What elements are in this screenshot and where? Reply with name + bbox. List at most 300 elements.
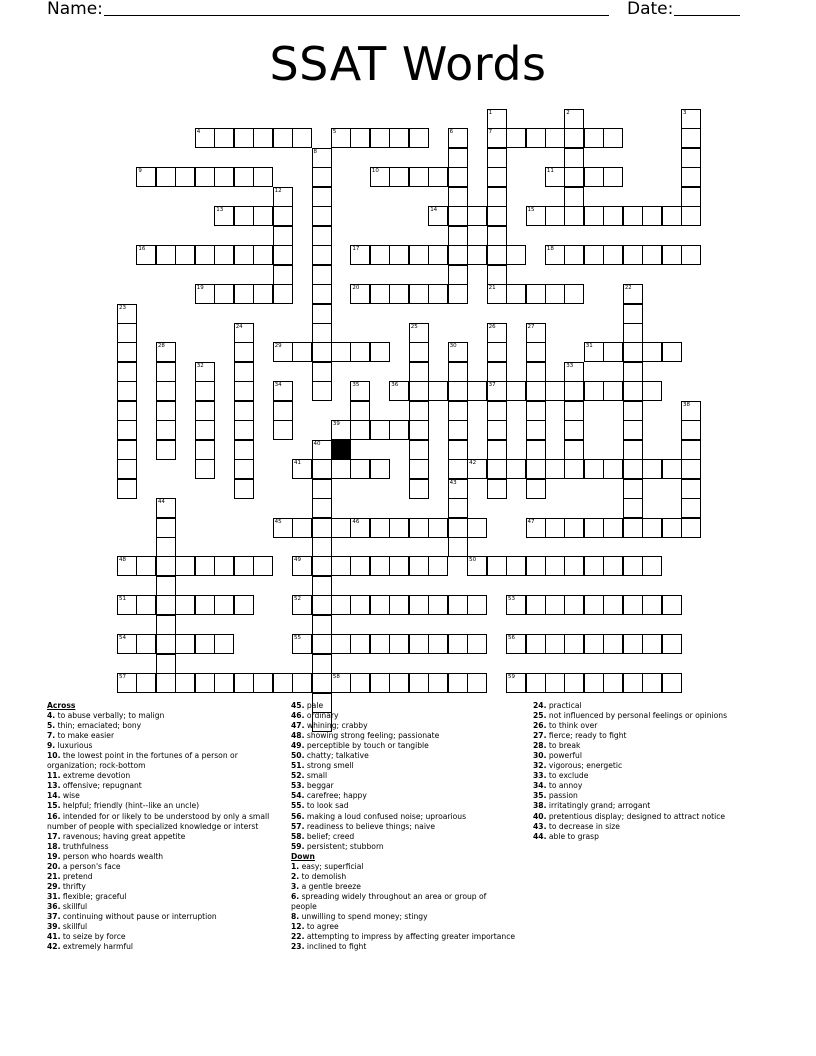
grid-cell[interactable] <box>389 284 409 304</box>
grid-cell[interactable] <box>370 595 390 615</box>
grid-cell[interactable] <box>312 226 332 246</box>
grid-cell[interactable] <box>487 479 507 499</box>
grid-cell[interactable] <box>389 245 409 265</box>
grid-cell[interactable] <box>545 634 565 654</box>
grid-cell[interactable] <box>350 401 370 421</box>
grid-cell[interactable] <box>370 459 390 479</box>
grid-cell[interactable] <box>136 556 156 576</box>
grid-cell[interactable] <box>156 167 176 187</box>
grid-cell[interactable] <box>195 459 215 479</box>
grid-cell[interactable] <box>584 518 604 538</box>
grid-cell[interactable] <box>487 323 507 343</box>
grid-cell[interactable] <box>584 673 604 693</box>
grid-cell[interactable] <box>487 265 507 285</box>
grid-cell[interactable] <box>292 556 312 576</box>
grid-cell[interactable] <box>117 304 137 324</box>
grid-cell[interactable] <box>506 673 526 693</box>
grid-cell[interactable] <box>370 245 390 265</box>
grid-cell[interactable] <box>350 673 370 693</box>
grid-cell[interactable] <box>370 420 390 440</box>
grid-cell[interactable] <box>428 245 448 265</box>
grid-cell[interactable] <box>312 634 332 654</box>
grid-cell[interactable] <box>312 615 332 635</box>
grid-cell[interactable] <box>195 381 215 401</box>
grid-cell[interactable] <box>409 518 429 538</box>
grid-cell[interactable] <box>312 323 332 343</box>
grid-cell[interactable] <box>214 556 234 576</box>
grid-cell[interactable] <box>214 284 234 304</box>
grid-cell[interactable] <box>584 128 604 148</box>
grid-cell[interactable] <box>195 167 215 187</box>
grid-cell[interactable] <box>642 634 662 654</box>
grid-cell[interactable] <box>273 206 293 226</box>
grid-cell[interactable] <box>312 167 332 187</box>
grid-cell[interactable] <box>312 556 332 576</box>
grid-cell[interactable] <box>195 362 215 382</box>
grid-cell[interactable] <box>350 245 370 265</box>
grid-cell[interactable] <box>214 206 234 226</box>
grid-cell[interactable] <box>642 595 662 615</box>
grid-cell[interactable] <box>467 673 487 693</box>
grid-cell[interactable] <box>564 518 584 538</box>
grid-cell[interactable] <box>350 284 370 304</box>
grid-cell[interactable] <box>487 284 507 304</box>
grid-cell[interactable] <box>409 381 429 401</box>
grid-cell[interactable] <box>253 673 273 693</box>
grid-cell[interactable] <box>681 401 701 421</box>
grid-cell[interactable] <box>156 556 176 576</box>
grid-cell[interactable] <box>506 381 526 401</box>
grid-cell[interactable] <box>195 673 215 693</box>
grid-cell[interactable] <box>681 420 701 440</box>
grid-cell[interactable] <box>428 518 448 538</box>
grid-cell[interactable] <box>487 401 507 421</box>
grid-cell[interactable] <box>253 206 273 226</box>
grid-cell[interactable] <box>156 440 176 460</box>
grid-cell[interactable] <box>195 440 215 460</box>
grid-cell[interactable] <box>584 381 604 401</box>
grid-cell[interactable] <box>136 245 156 265</box>
grid-cell[interactable] <box>156 673 176 693</box>
grid-cell[interactable] <box>448 362 468 382</box>
grid-cell[interactable] <box>214 245 234 265</box>
grid-cell[interactable] <box>234 401 254 421</box>
grid-cell[interactable] <box>253 167 273 187</box>
grid-cell[interactable] <box>370 673 390 693</box>
grid-cell[interactable] <box>448 595 468 615</box>
grid-cell[interactable] <box>409 284 429 304</box>
grid-cell[interactable] <box>273 245 293 265</box>
grid-cell[interactable] <box>448 206 468 226</box>
grid-cell[interactable] <box>195 128 215 148</box>
grid-cell[interactable] <box>214 673 234 693</box>
grid-cell[interactable] <box>117 556 137 576</box>
grid-cell[interactable] <box>389 381 409 401</box>
grid-cell[interactable] <box>350 420 370 440</box>
grid-cell[interactable] <box>642 459 662 479</box>
grid-cell[interactable] <box>564 595 584 615</box>
grid-cell[interactable] <box>273 420 293 440</box>
grid-cell[interactable] <box>662 673 682 693</box>
grid-cell[interactable] <box>584 245 604 265</box>
grid-cell[interactable] <box>117 634 137 654</box>
grid-cell[interactable] <box>623 518 643 538</box>
grid-cell[interactable] <box>564 206 584 226</box>
grid-cell[interactable] <box>623 284 643 304</box>
grid-cell[interactable] <box>623 304 643 324</box>
grid-cell[interactable] <box>117 342 137 362</box>
grid-cell[interactable] <box>487 206 507 226</box>
grid-cell[interactable] <box>234 206 254 226</box>
grid-cell[interactable] <box>526 342 546 362</box>
grid-cell[interactable] <box>681 206 701 226</box>
grid-cell[interactable] <box>156 576 176 596</box>
grid-cell[interactable] <box>175 595 195 615</box>
grid-cell[interactable] <box>409 459 429 479</box>
grid-cell[interactable] <box>448 401 468 421</box>
grid-cell[interactable] <box>487 556 507 576</box>
grid-cell[interactable] <box>214 634 234 654</box>
grid-cell[interactable] <box>487 459 507 479</box>
grid-cell[interactable] <box>603 206 623 226</box>
grid-cell[interactable] <box>564 673 584 693</box>
grid-cell[interactable] <box>642 245 662 265</box>
grid-cell[interactable] <box>564 420 584 440</box>
grid-cell[interactable] <box>545 673 565 693</box>
grid-cell[interactable] <box>156 420 176 440</box>
grid-cell[interactable] <box>526 556 546 576</box>
grid-cell[interactable] <box>526 206 546 226</box>
grid-cell[interactable] <box>526 634 546 654</box>
grid-cell[interactable] <box>448 284 468 304</box>
grid-cell[interactable] <box>273 265 293 285</box>
grid-cell[interactable] <box>312 362 332 382</box>
grid-cell[interactable] <box>448 342 468 362</box>
grid-cell[interactable] <box>312 479 332 499</box>
grid-cell[interactable] <box>487 128 507 148</box>
grid-cell[interactable] <box>234 323 254 343</box>
grid-cell[interactable] <box>234 128 254 148</box>
grid-cell[interactable] <box>409 673 429 693</box>
grid-cell[interactable] <box>467 381 487 401</box>
grid-cell[interactable] <box>564 634 584 654</box>
grid-cell[interactable] <box>117 381 137 401</box>
grid-cell[interactable] <box>273 381 293 401</box>
grid-cell[interactable] <box>526 440 546 460</box>
grid-cell[interactable] <box>331 518 351 538</box>
grid-cell[interactable] <box>526 381 546 401</box>
grid-cell[interactable] <box>253 284 273 304</box>
grid-cell[interactable] <box>331 673 351 693</box>
grid-cell[interactable] <box>214 128 234 148</box>
grid-cell[interactable] <box>448 420 468 440</box>
grid-cell[interactable] <box>409 245 429 265</box>
grid-cell[interactable] <box>603 556 623 576</box>
grid-cell[interactable] <box>156 401 176 421</box>
grid-cell[interactable] <box>389 634 409 654</box>
grid-cell[interactable] <box>234 556 254 576</box>
grid-cell[interactable] <box>428 167 448 187</box>
grid-cell[interactable] <box>506 595 526 615</box>
grid-cell[interactable] <box>603 634 623 654</box>
grid-cell[interactable] <box>487 109 507 129</box>
grid-cell[interactable] <box>409 342 429 362</box>
grid-cell[interactable] <box>428 673 448 693</box>
grid-cell[interactable] <box>175 167 195 187</box>
grid-cell[interactable] <box>428 381 448 401</box>
grid-cell[interactable] <box>623 342 643 362</box>
grid-cell[interactable] <box>253 128 273 148</box>
grid-cell[interactable] <box>584 206 604 226</box>
grid-cell[interactable] <box>487 381 507 401</box>
grid-cell[interactable] <box>409 479 429 499</box>
grid-cell[interactable] <box>156 634 176 654</box>
grid-cell[interactable] <box>350 459 370 479</box>
grid-cell[interactable] <box>603 595 623 615</box>
grid-cell[interactable] <box>136 634 156 654</box>
grid-cell[interactable] <box>292 518 312 538</box>
grid-cell[interactable] <box>273 128 293 148</box>
grid-cell[interactable] <box>312 537 332 557</box>
grid-cell[interactable] <box>389 518 409 538</box>
grid-cell[interactable] <box>273 673 293 693</box>
grid-cell[interactable] <box>448 673 468 693</box>
grid-cell[interactable] <box>448 128 468 148</box>
grid-cell[interactable] <box>526 128 546 148</box>
grid-cell[interactable] <box>603 245 623 265</box>
grid-cell[interactable] <box>156 518 176 538</box>
grid-cell[interactable] <box>195 401 215 421</box>
grid-cell[interactable] <box>428 556 448 576</box>
grid-cell[interactable] <box>292 459 312 479</box>
grid-cell[interactable] <box>234 673 254 693</box>
grid-cell[interactable] <box>564 381 584 401</box>
grid-cell[interactable] <box>487 245 507 265</box>
grid-cell[interactable] <box>564 459 584 479</box>
grid-cell[interactable] <box>312 459 332 479</box>
grid-cell[interactable] <box>448 440 468 460</box>
grid-cell[interactable] <box>506 459 526 479</box>
grid-cell[interactable] <box>526 362 546 382</box>
grid-cell[interactable] <box>487 148 507 168</box>
grid-cell[interactable] <box>564 109 584 129</box>
grid-cell[interactable] <box>331 342 351 362</box>
grid-cell[interactable] <box>312 148 332 168</box>
grid-cell[interactable] <box>623 323 643 343</box>
grid-cell[interactable] <box>681 245 701 265</box>
grid-cell[interactable] <box>312 342 332 362</box>
grid-cell[interactable] <box>681 148 701 168</box>
grid-cell[interactable] <box>175 556 195 576</box>
grid-cell[interactable] <box>350 634 370 654</box>
grid-cell[interactable] <box>467 595 487 615</box>
grid-cell[interactable] <box>409 323 429 343</box>
grid-cell[interactable] <box>234 420 254 440</box>
grid-cell[interactable] <box>467 634 487 654</box>
grid-cell[interactable] <box>117 440 137 460</box>
grid-cell[interactable] <box>273 401 293 421</box>
grid-cell[interactable] <box>487 342 507 362</box>
grid-cell[interactable] <box>195 420 215 440</box>
grid-cell[interactable] <box>117 479 137 499</box>
grid-cell[interactable] <box>409 556 429 576</box>
grid-cell[interactable] <box>564 401 584 421</box>
grid-cell[interactable] <box>487 167 507 187</box>
grid-cell[interactable] <box>370 284 390 304</box>
grid-cell[interactable] <box>117 362 137 382</box>
grid-cell[interactable] <box>234 459 254 479</box>
grid-cell[interactable] <box>526 401 546 421</box>
grid-cell[interactable] <box>117 673 137 693</box>
grid-cell[interactable] <box>448 245 468 265</box>
grid-cell[interactable] <box>117 323 137 343</box>
grid-cell[interactable] <box>331 128 351 148</box>
grid-cell[interactable] <box>292 342 312 362</box>
grid-cell[interactable] <box>273 342 293 362</box>
grid-cell[interactable] <box>331 634 351 654</box>
grid-cell[interactable] <box>312 498 332 518</box>
grid-cell[interactable] <box>623 556 643 576</box>
grid-cell[interactable] <box>312 576 332 596</box>
grid-cell[interactable] <box>117 420 137 440</box>
grid-cell[interactable] <box>681 440 701 460</box>
grid-cell[interactable] <box>603 518 623 538</box>
grid-cell[interactable] <box>545 284 565 304</box>
grid-cell[interactable] <box>564 167 584 187</box>
grid-cell[interactable] <box>584 595 604 615</box>
grid-cell[interactable] <box>584 342 604 362</box>
grid-cell[interactable] <box>623 673 643 693</box>
grid-cell[interactable] <box>448 537 468 557</box>
grid-cell[interactable] <box>136 673 156 693</box>
grid-cell[interactable] <box>156 381 176 401</box>
grid-cell[interactable] <box>623 479 643 499</box>
grid-cell[interactable] <box>389 673 409 693</box>
grid-cell[interactable] <box>642 342 662 362</box>
grid-cell[interactable] <box>331 595 351 615</box>
grid-cell[interactable] <box>564 284 584 304</box>
grid-cell[interactable] <box>312 284 332 304</box>
grid-cell[interactable] <box>448 226 468 246</box>
grid-cell[interactable] <box>603 459 623 479</box>
grid-cell[interactable] <box>195 595 215 615</box>
grid-cell[interactable] <box>642 518 662 538</box>
grid-cell[interactable] <box>195 245 215 265</box>
grid-cell[interactable] <box>623 401 643 421</box>
grid-cell[interactable] <box>642 381 662 401</box>
grid-cell[interactable] <box>623 206 643 226</box>
grid-cell[interactable] <box>487 187 507 207</box>
grid-cell[interactable] <box>564 556 584 576</box>
grid-cell[interactable] <box>409 440 429 460</box>
grid-cell[interactable] <box>312 304 332 324</box>
grid-cell[interactable] <box>273 284 293 304</box>
grid-cell[interactable] <box>662 245 682 265</box>
grid-cell[interactable] <box>448 459 468 479</box>
grid-cell[interactable] <box>428 595 448 615</box>
grid-cell[interactable] <box>350 381 370 401</box>
grid-cell[interactable] <box>564 187 584 207</box>
grid-cell[interactable] <box>331 556 351 576</box>
grid-cell[interactable] <box>681 518 701 538</box>
grid-cell[interactable] <box>584 459 604 479</box>
grid-cell[interactable] <box>156 615 176 635</box>
grid-cell[interactable] <box>234 167 254 187</box>
grid-cell[interactable] <box>292 673 312 693</box>
grid-cell[interactable] <box>545 556 565 576</box>
grid-cell[interactable] <box>623 459 643 479</box>
grid-cell[interactable] <box>564 148 584 168</box>
grid-cell[interactable] <box>681 128 701 148</box>
grid-cell[interactable] <box>312 206 332 226</box>
grid-cell[interactable] <box>312 440 332 460</box>
grid-cell[interactable] <box>350 342 370 362</box>
grid-cell[interactable] <box>448 265 468 285</box>
grid-cell[interactable] <box>370 634 390 654</box>
grid-cell[interactable] <box>448 381 468 401</box>
grid-cell[interactable] <box>662 459 682 479</box>
grid-cell[interactable] <box>526 284 546 304</box>
grid-cell[interactable] <box>526 673 546 693</box>
grid-cell[interactable] <box>506 634 526 654</box>
grid-cell[interactable] <box>389 556 409 576</box>
grid-cell[interactable] <box>623 420 643 440</box>
grid-cell[interactable] <box>234 245 254 265</box>
grid-cell[interactable] <box>331 459 351 479</box>
grid-cell[interactable] <box>292 595 312 615</box>
grid-cell[interactable] <box>623 440 643 460</box>
grid-cell[interactable] <box>448 167 468 187</box>
grid-cell[interactable] <box>409 167 429 187</box>
grid-cell[interactable] <box>175 673 195 693</box>
grid-cell[interactable] <box>156 537 176 557</box>
grid-cell[interactable] <box>487 362 507 382</box>
grid-cell[interactable] <box>370 342 390 362</box>
grid-cell[interactable] <box>526 518 546 538</box>
grid-cell[interactable] <box>175 634 195 654</box>
grid-cell[interactable] <box>156 654 176 674</box>
grid-cell[interactable] <box>156 342 176 362</box>
grid-cell[interactable] <box>681 167 701 187</box>
grid-cell[interactable] <box>642 206 662 226</box>
grid-cell[interactable] <box>350 518 370 538</box>
grid-cell[interactable] <box>312 381 332 401</box>
grid-cell[interactable] <box>409 401 429 421</box>
grid-cell[interactable] <box>642 556 662 576</box>
grid-cell[interactable] <box>623 595 643 615</box>
grid-cell[interactable] <box>681 498 701 518</box>
grid-cell[interactable] <box>467 206 487 226</box>
grid-cell[interactable] <box>526 479 546 499</box>
grid-cell[interactable] <box>350 556 370 576</box>
grid-cell[interactable] <box>545 459 565 479</box>
grid-cell[interactable] <box>234 381 254 401</box>
grid-cell[interactable] <box>389 167 409 187</box>
grid-cell[interactable] <box>312 595 332 615</box>
grid-cell[interactable] <box>448 187 468 207</box>
grid-cell[interactable] <box>156 498 176 518</box>
grid-cell[interactable] <box>603 167 623 187</box>
grid-cell[interactable] <box>292 634 312 654</box>
grid-cell[interactable] <box>234 342 254 362</box>
grid-cell[interactable] <box>195 284 215 304</box>
grid-cell[interactable] <box>409 634 429 654</box>
grid-cell[interactable] <box>273 518 293 538</box>
grid-cell[interactable] <box>136 595 156 615</box>
grid-cell[interactable] <box>506 128 526 148</box>
grid-cell[interactable] <box>195 634 215 654</box>
grid-cell[interactable] <box>214 167 234 187</box>
